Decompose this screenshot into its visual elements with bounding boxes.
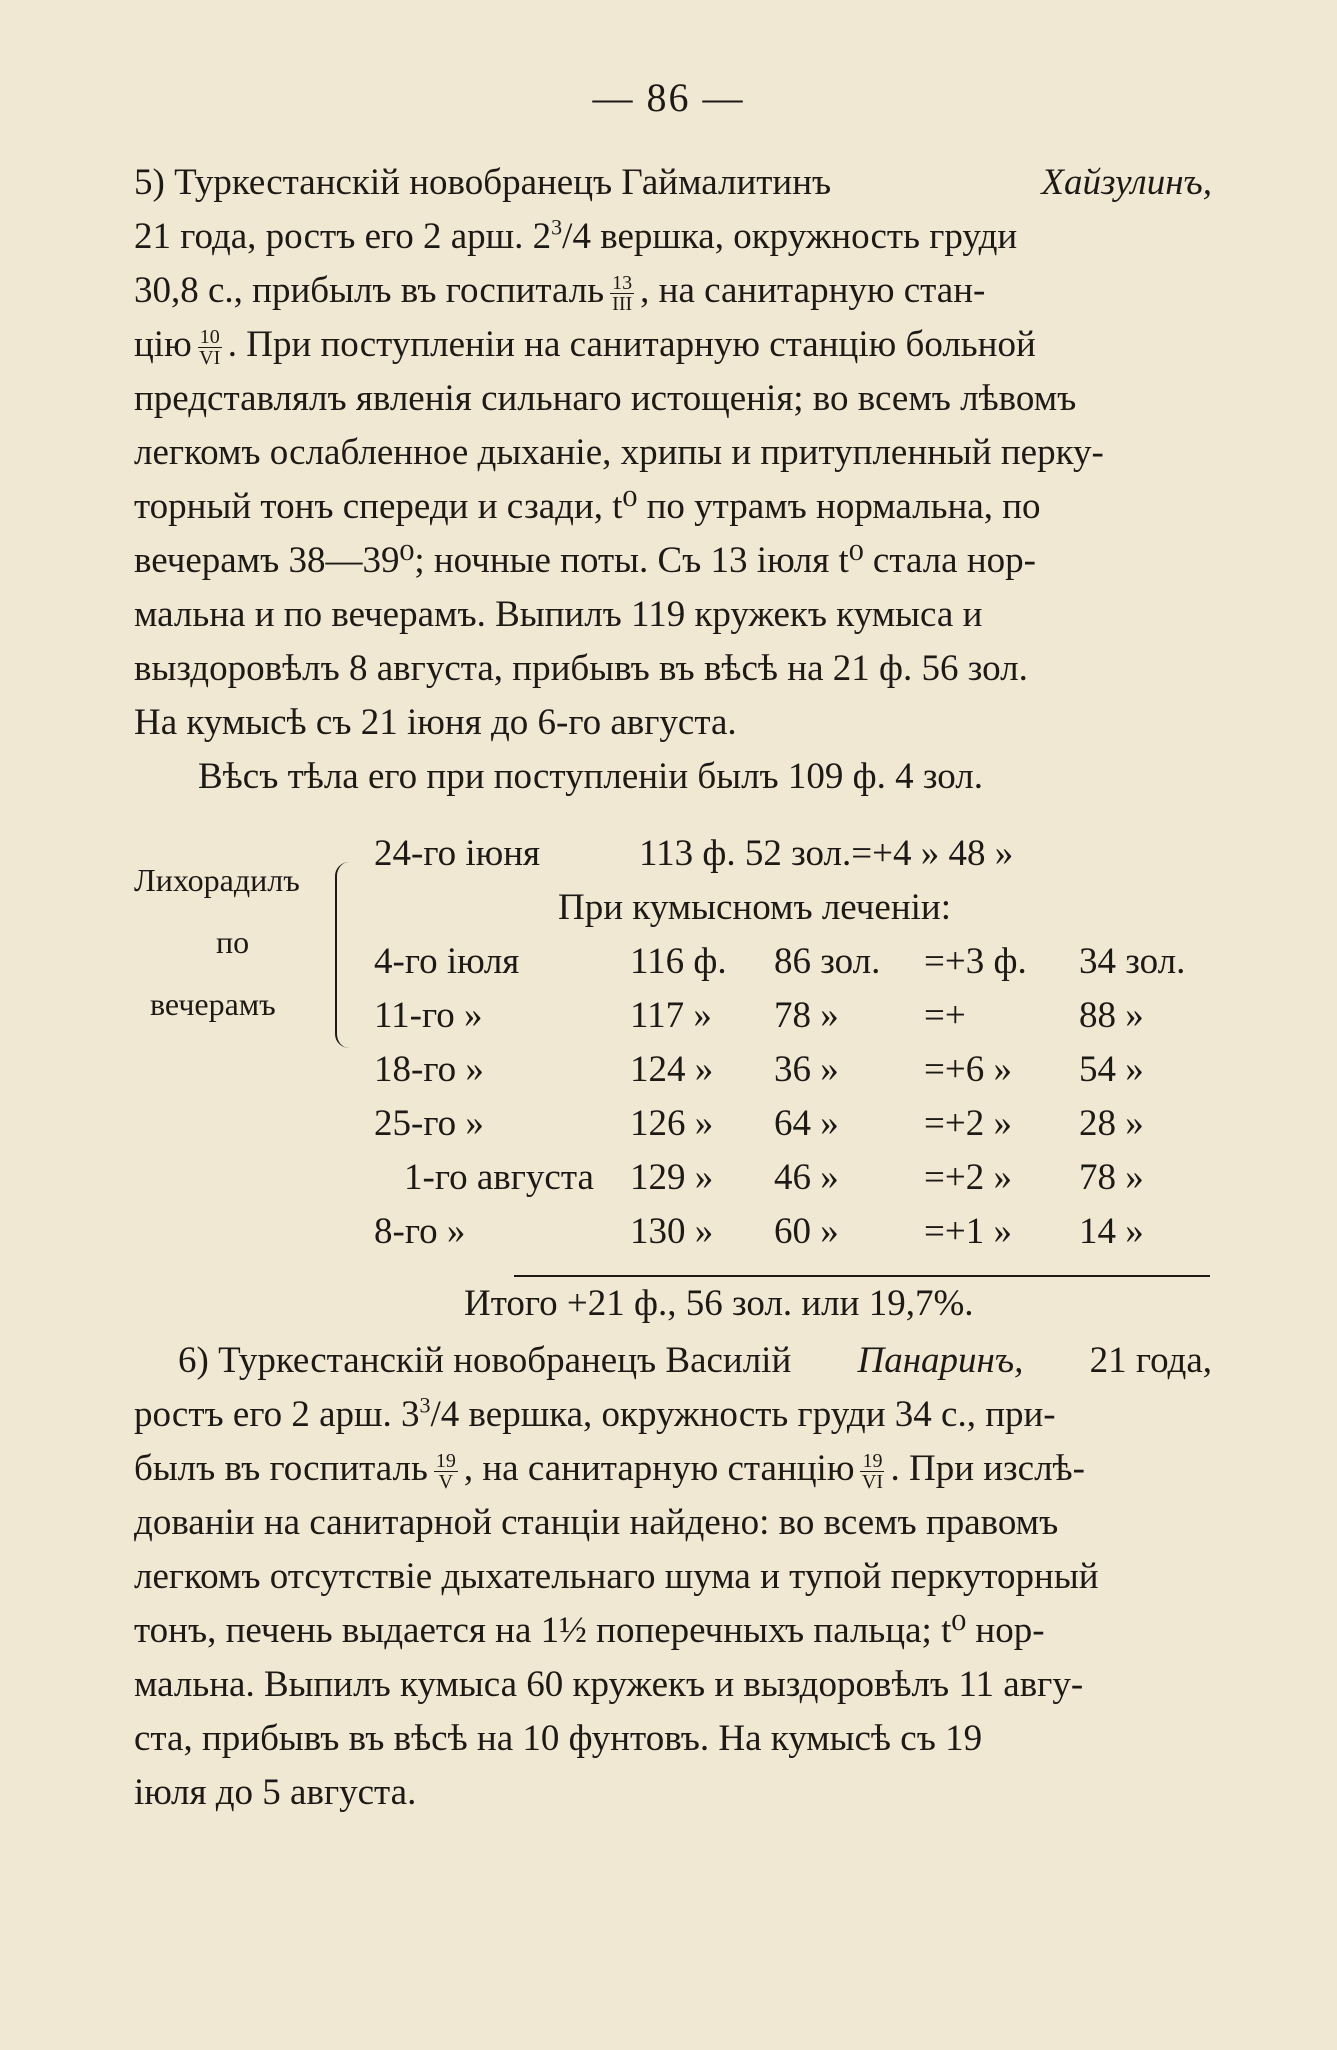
patient-surname: Хайзулинъ, [1041,162,1212,203]
table-row [134,940,1212,994]
table-row [134,1156,1212,1210]
side-label: по [216,924,250,960]
text-line: выздоровѣлъ 8 августа, прибывъ въ вѣсѣ на 21 ф. 56 зол. [134,648,1028,689]
date-fraction: $\frac{13}{\text{III}}$ [612,272,633,316]
table-subheading: При кумысномъ леченіи: [558,887,951,928]
text-span: былъ въ госпиталь $\frac{19}{V}$ , на санитарную станцію $\frac{19}{VI}$ . При изслѣ- [134,1448,1085,1494]
table-cell: 124 » [630,1049,714,1090]
table-cell: 34 зол. [1079,941,1186,982]
table-row [134,832,1212,886]
table-cell: 25-го » [374,1103,484,1144]
text-span: 21 года, ростъ его 2 арш. $2^3/4$ вершка, окружность груди [134,214,1018,257]
table-row [134,1102,1212,1156]
table-cell: 130 » [630,1211,714,1252]
table-cell: 126 » [630,1103,714,1144]
text-line [134,318,1212,372]
text-line: легкомъ ослабленное дыханіе, хрипы и притупленный перку- [134,432,1104,473]
text-span: 30,8 с., прибылъ въ госпиталь $\frac{13}{\text{III}}$ , на санитарную стан- [134,270,986,316]
table-cell: 78 » [1079,1157,1144,1198]
table-cell: 4-го іюля [374,941,520,982]
table-cell: 28 » [1079,1103,1144,1144]
table-cell: 116 ф. [630,941,727,982]
side-label: вечерамъ [150,986,276,1022]
text-line [134,1388,1212,1442]
text-line: Вѣсъ тѣла его при поступленіи былъ 109 ф. 4 зол. [198,756,984,797]
date-fraction: $\frac{19}{V}$ [435,1450,456,1494]
table-cell: 24-го іюня [374,833,541,874]
table-cell: =+2 » [924,1103,1012,1144]
table-cell: 64 » [774,1103,839,1144]
total-rule [514,1275,1210,1277]
text-line: дованіи на санитарной станціи найдено: во всемъ правомъ [134,1502,1059,1543]
table-total-row: Итого +21 ф., 56 зол. или 19,7%. [464,1283,974,1324]
table-cell: 113 ф. 52 зол.=+4 » 48 » [639,833,1014,874]
table-cell: 18-го » [374,1049,484,1090]
text-span: 21 года, [1089,1340,1212,1381]
text-line: мальна. Выпилъ кумыса 60 кружекъ и выздоровѣлъ 11 авгу- [134,1664,1084,1705]
table-cell: 14 » [1079,1211,1144,1252]
table-cell: 129 » [630,1157,714,1198]
text-line: тонъ, печень выдается на 1½ поперечныхъ пальца; t⁰ нор- [134,1610,1045,1651]
table-cell: 54 » [1079,1049,1144,1090]
table-cell: =+ [924,995,966,1036]
text-line [134,210,1212,264]
date-fraction: $\frac{19}{VI}$ [861,1450,884,1494]
case-5-paragraph [134,156,1212,804]
table-cell: 117 » [630,995,712,1036]
table-cell: 36 » [774,1049,839,1090]
text-span: цію $\frac{10}{VI}$ . При поступленіи на санитарную станцію больной [134,324,1036,370]
text-line: представлялъ явленія сильнаго истощенія; во всемъ лѣвомъ [134,378,1077,419]
table-cell: 60 » [774,1211,839,1252]
case-6-paragraph [134,1334,1212,1820]
table-cell: =+2 » [924,1157,1012,1198]
date-fraction: $\frac{10}{VI}$ [199,326,221,370]
text-line: іюля до 5 августа. [134,1772,417,1813]
table-row [134,1210,1212,1264]
text-span: ростъ его 2 арш. $3^3/4$ вершка, окружность груди 34 с., при- [134,1392,1056,1435]
side-label: Лихорадилъ [134,862,300,898]
table-row [134,1048,1212,1102]
table-cell: 8-го » [374,1211,466,1252]
table-cell: 86 зол. [774,941,881,982]
text-span: 6) Туркестанскій новобранецъ Василій [178,1340,792,1381]
text-line: торный тонъ спереди и сзади, t⁰ по утрамъ нормальна, по [134,486,1041,527]
table-cell: 11-го » [374,995,483,1036]
text-line [134,1442,1212,1496]
table-cell: =+1 » [924,1211,1012,1252]
text-line [134,1334,1212,1388]
patient-surname: Панаринъ, [857,1340,1024,1381]
page-number: — 86 — [592,75,745,120]
table-row [134,994,1212,1048]
text-line: вечерамъ 38—39⁰; ночные поты. Съ 13 іюля t⁰ стала нор- [134,540,1036,581]
table-cell: 46 » [774,1157,839,1198]
text-line: легкомъ отсутствіе дыхательнаго шума и тупой перкуторный [134,1556,1099,1597]
text-line: На кумысѣ съ 21 іюня до 6-го августа. [134,702,737,743]
table-cell: 78 » [774,995,839,1036]
text-line: ста, прибывъ въ вѣсѣ на 10 фунтовъ. На кумысѣ съ 19 [134,1718,983,1759]
text-span: 5) Туркестанскій новобранецъ Гаймалитинъ [134,162,832,203]
text-line: мальна и по вечерамъ. Выпилъ 119 кружекъ кумыса и [134,594,983,635]
text-line [134,264,1212,318]
table-cell: =+3 ф. [924,941,1027,982]
table-cell: 88 » [1079,995,1144,1036]
text-line [134,156,1212,210]
table-cell: 1-го августа [404,1157,594,1198]
table-cell: =+6 » [924,1049,1012,1090]
